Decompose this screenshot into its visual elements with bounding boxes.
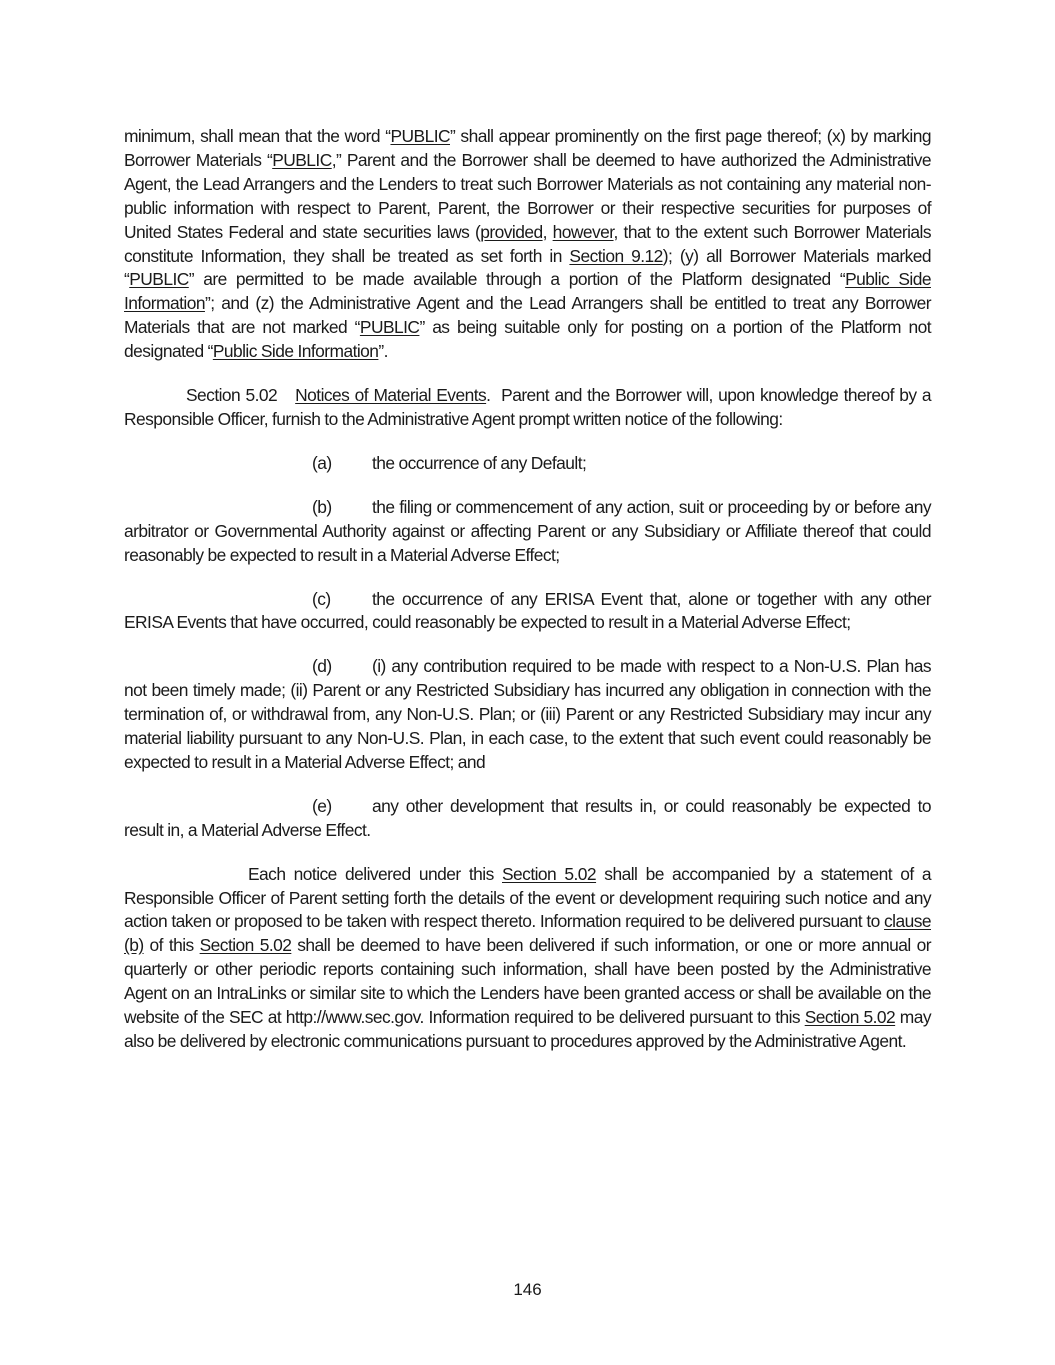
paragraph-notice-delivery [124,863,931,1054]
text-run: ,” Parent and the Borrower shall be deemed to have authorized the Administrative Agent, the Lead Arrangers and the Lenders to treat such Borrower Materials as not containing any material non-public information with respect to Parent, Parent, the Borrower or their respective securities for purposes of United States Federal and state securities laws ( [124,149,931,242]
item-label: (d) [312,656,332,677]
list-item [124,588,931,636]
section-number: Section 5.02 [186,385,278,406]
list-item [124,452,931,476]
item-text: the occurrence of any Default; [372,452,587,473]
page-number: 146 [513,1280,542,1299]
section-reference: Section 5.02 [502,863,597,884]
item-text: the filing or commencement of any action, suit or proceeding by or before any arbitrator or Governmental Authority against or affecting Parent or any Subsidiary or Affiliate thereof that could reasonably be expected to result in a Material Adverse Effect; [124,496,931,565]
text-run: ); (y) all Borrower Materials marked “ [124,245,931,290]
underlined-term: however [552,221,614,242]
text-run: of this [143,935,200,956]
item-label: (a) [312,452,332,473]
item-text: the occurrence of any ERISA Event that, alone or together with any other ERISA Events that have occurred, could reasonably be expected to result in a Material Adverse Effect; [124,588,931,633]
text-run: , that to the extent such Borrower Materials constitute Information, they shall be treated as set forth in [124,221,932,266]
underlined-term: PUBLIC [359,317,420,338]
underlined-term: PUBLIC [272,149,332,170]
list-item [124,655,931,775]
section-heading-paragraph [124,384,935,432]
text-run: shall be accompanied by a statement of a Responsible Officer of Parent setting forth the details of the event or development requiring such notice and any action taken or proposed to be taken with respect thereto. Information required to be delivered pursuant to [124,863,932,932]
text-run: . [486,385,491,406]
item-text: any other development that results in, or could reasonably be expected to result in, a Material Adverse Effect. [124,795,931,840]
text-run: , [542,221,553,242]
text-run: shall be deemed to have been delivered if such information, or one or more annual or quarterly or other periodic reports containing such information, shall have been posted by the Administrative Agent on an IntraLinks or similar site to which the Lenders have been granted access or shall be available on the website of the SEC at http://www.sec.gov. Information required to be delivered pursuant to this [124,935,931,1028]
underlined-term: Public Side Information [212,341,379,362]
underlined-term: PUBLIC [390,126,450,146]
text-run: ” shall appear prominently on the first page thereof; (x) by marking Borrower Materials “ [124,126,931,170]
section-reference: Section 5.02 [199,935,292,956]
text-run: Each notice delivered under this [248,863,502,884]
text-run: minimum, shall mean that the word “ [124,126,391,146]
section-intro: Parent and the Borrower will, upon knowledge thereof by a Responsible Officer, furnish to the Administrative Agent prompt written notice of the following: [124,385,935,429]
underlined-term: provided [480,221,543,242]
item-label: (e) [312,795,332,816]
underlined-term: PUBLIC [129,269,189,290]
item-text: (i) any contribution required to be made with respect to a Non-U.S. Plan has not been timely made; (ii) Parent or any Restricted Subsidiary has incurred any obligation in connection with the termination of, or withdrawal from, any Non-U.S. Plan; or (iii) Parent or any Restricted Subsidiary may incur any material liability pursuant to any Non-U.S. Plan, in each case, to the extent that such event could reasonably be expected to result in a Material Adverse Effect; and [124,656,931,772]
document-page [124,125,935,1074]
list-item [124,496,931,568]
text-run: ”. [378,341,388,362]
text-run: ” as being suitable only for posting on a portion of the Platform not designated “ [124,317,931,362]
text-run: may also be delivered by electronic communications pursuant to procedures approved by the Administrative Agent. [124,1007,931,1051]
clause-reference: clause (b) [124,911,931,956]
section-reference: Section 5.02 [804,1007,896,1028]
paragraph-public-materials [124,125,931,364]
section-reference: Section 9.12 [569,245,663,266]
item-label: (b) [312,496,332,517]
text-run: ”; and (z) the Administrative Agent and the Lead Arrangers shall be entitled to treat any Borrower Materials that are not marked “ [124,293,931,338]
section-title: Notices of Material Events [295,385,487,406]
text-run: ” are permitted to be made available through a portion of the Platform designated “ [188,269,846,290]
underlined-term: Public Side Information [124,269,931,314]
list-item [124,795,931,843]
item-label: (c) [312,588,331,609]
